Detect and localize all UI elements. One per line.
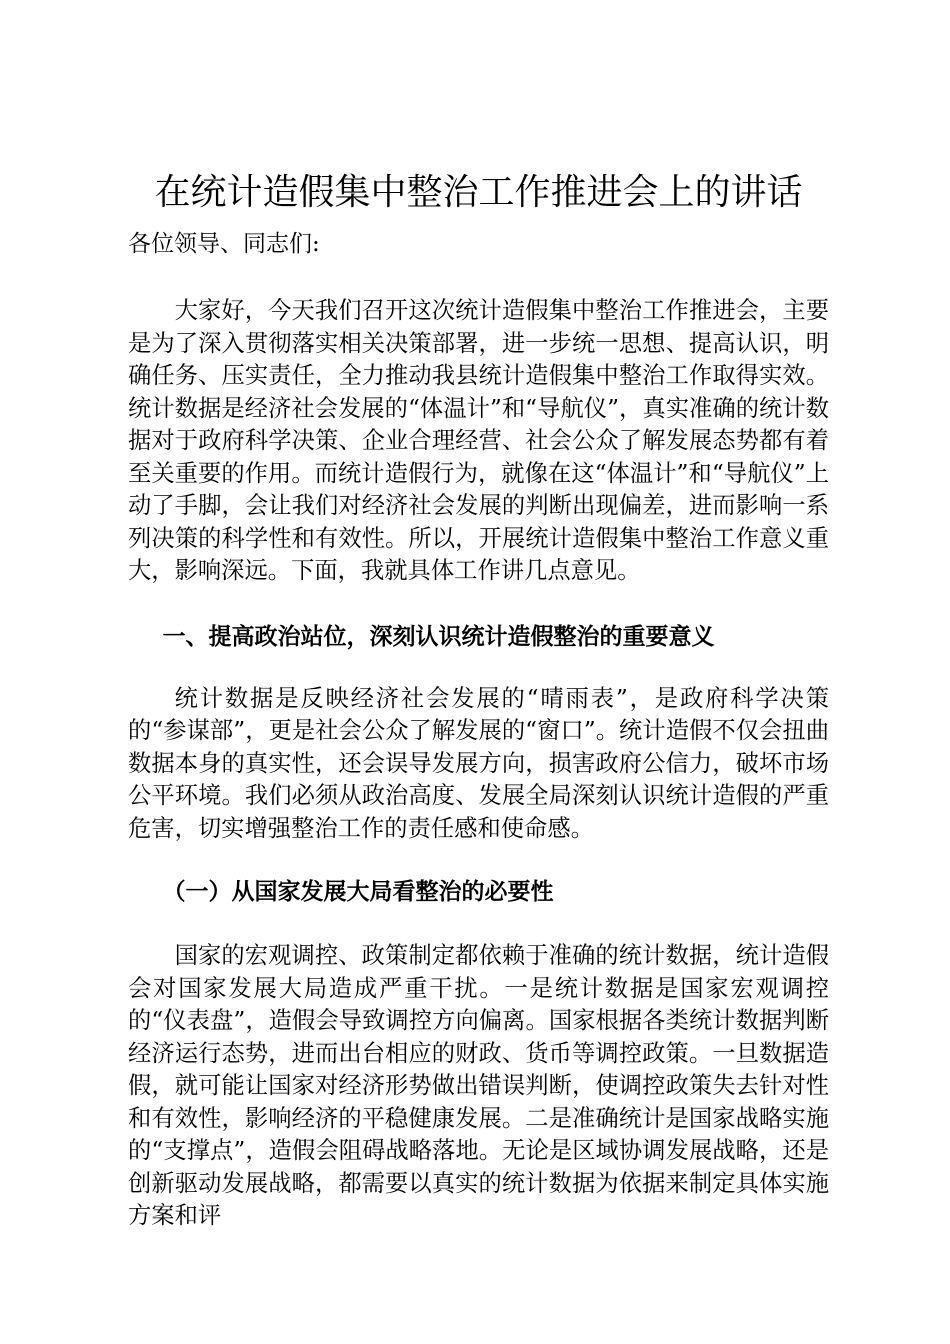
paragraph-subsection-1: 国家的宏观调控、政策制定都依赖于准确的统计数据，统计造假会对国家发展大局造成严重干扰。一是统计数据是国家宏观调控的“仪表盘”，造假会导致调控方向偏离。国家根据各类统计数据判断经济运行态势，进而出台相应的财政、货币等调控政策。一旦数据造假，就可能让国家对经济形势做出错误判断，使调控政策失去针对性和有效性，影响经济的平稳健康发展。二是准确统计是国家战略实施的“支撑点”，造假会阻碍战略落地。无论是区域协调发展战略，还是创新驱动发展战略，都需要以真实的统计数据为依据来制定具体实施方案和评 (128, 942, 829, 1229)
section-heading-1: 一、提高政治站位，深刻认识统计造假整治的重要意义 (162, 622, 715, 650)
document-page (128, 168, 829, 1233)
salutation: 各位领导、同志们: (128, 231, 320, 257)
subsection-heading-1: （一）从国家发展大局看整治的必要性 (162, 878, 554, 905)
paragraph-section-1: 统计数据是反映经济社会发展的“晴雨表”，是政府科学决策的“参谋部”，更是社会公众了解发展的“窗口”。统计造假不仅会扭曲数据本身的真实性，还会误导发展方向，损害政府公信力，破坏市场公平环境。我们必须从政治高度、发展全局深刻认识统计造假的严重危害，切实增强整治工作的责任感和使命感。 (128, 684, 829, 842)
paragraph-intro: 大家好，今天我们召开这次统计造假集中整治工作推进会，主要是为了深入贯彻落实相关决策部署，进一步统一思想、提高认识，明确任务、压实责任，全力推动我县统计造假集中整治工作取得实效。统计数据是经济社会发展的“体温计”和“导航仪”，真实准确的统计数据对于政府科学决策、企业合理经营、社会公众了解发展态势都有着至关重要的作用。而统计造假行为，就像在这“体温计”和“导航仪”上动了手脚，会让我们对经济社会发展的判断出现偏差，进而影响一系列决策的科学性和有效性。所以，开展统计造假集中整治工作意义重大，影响深远。下面，我就具体工作讲几点意见。 (128, 297, 829, 584)
document-title: 在统计造假集中整治工作推进会上的讲话 (154, 172, 803, 213)
